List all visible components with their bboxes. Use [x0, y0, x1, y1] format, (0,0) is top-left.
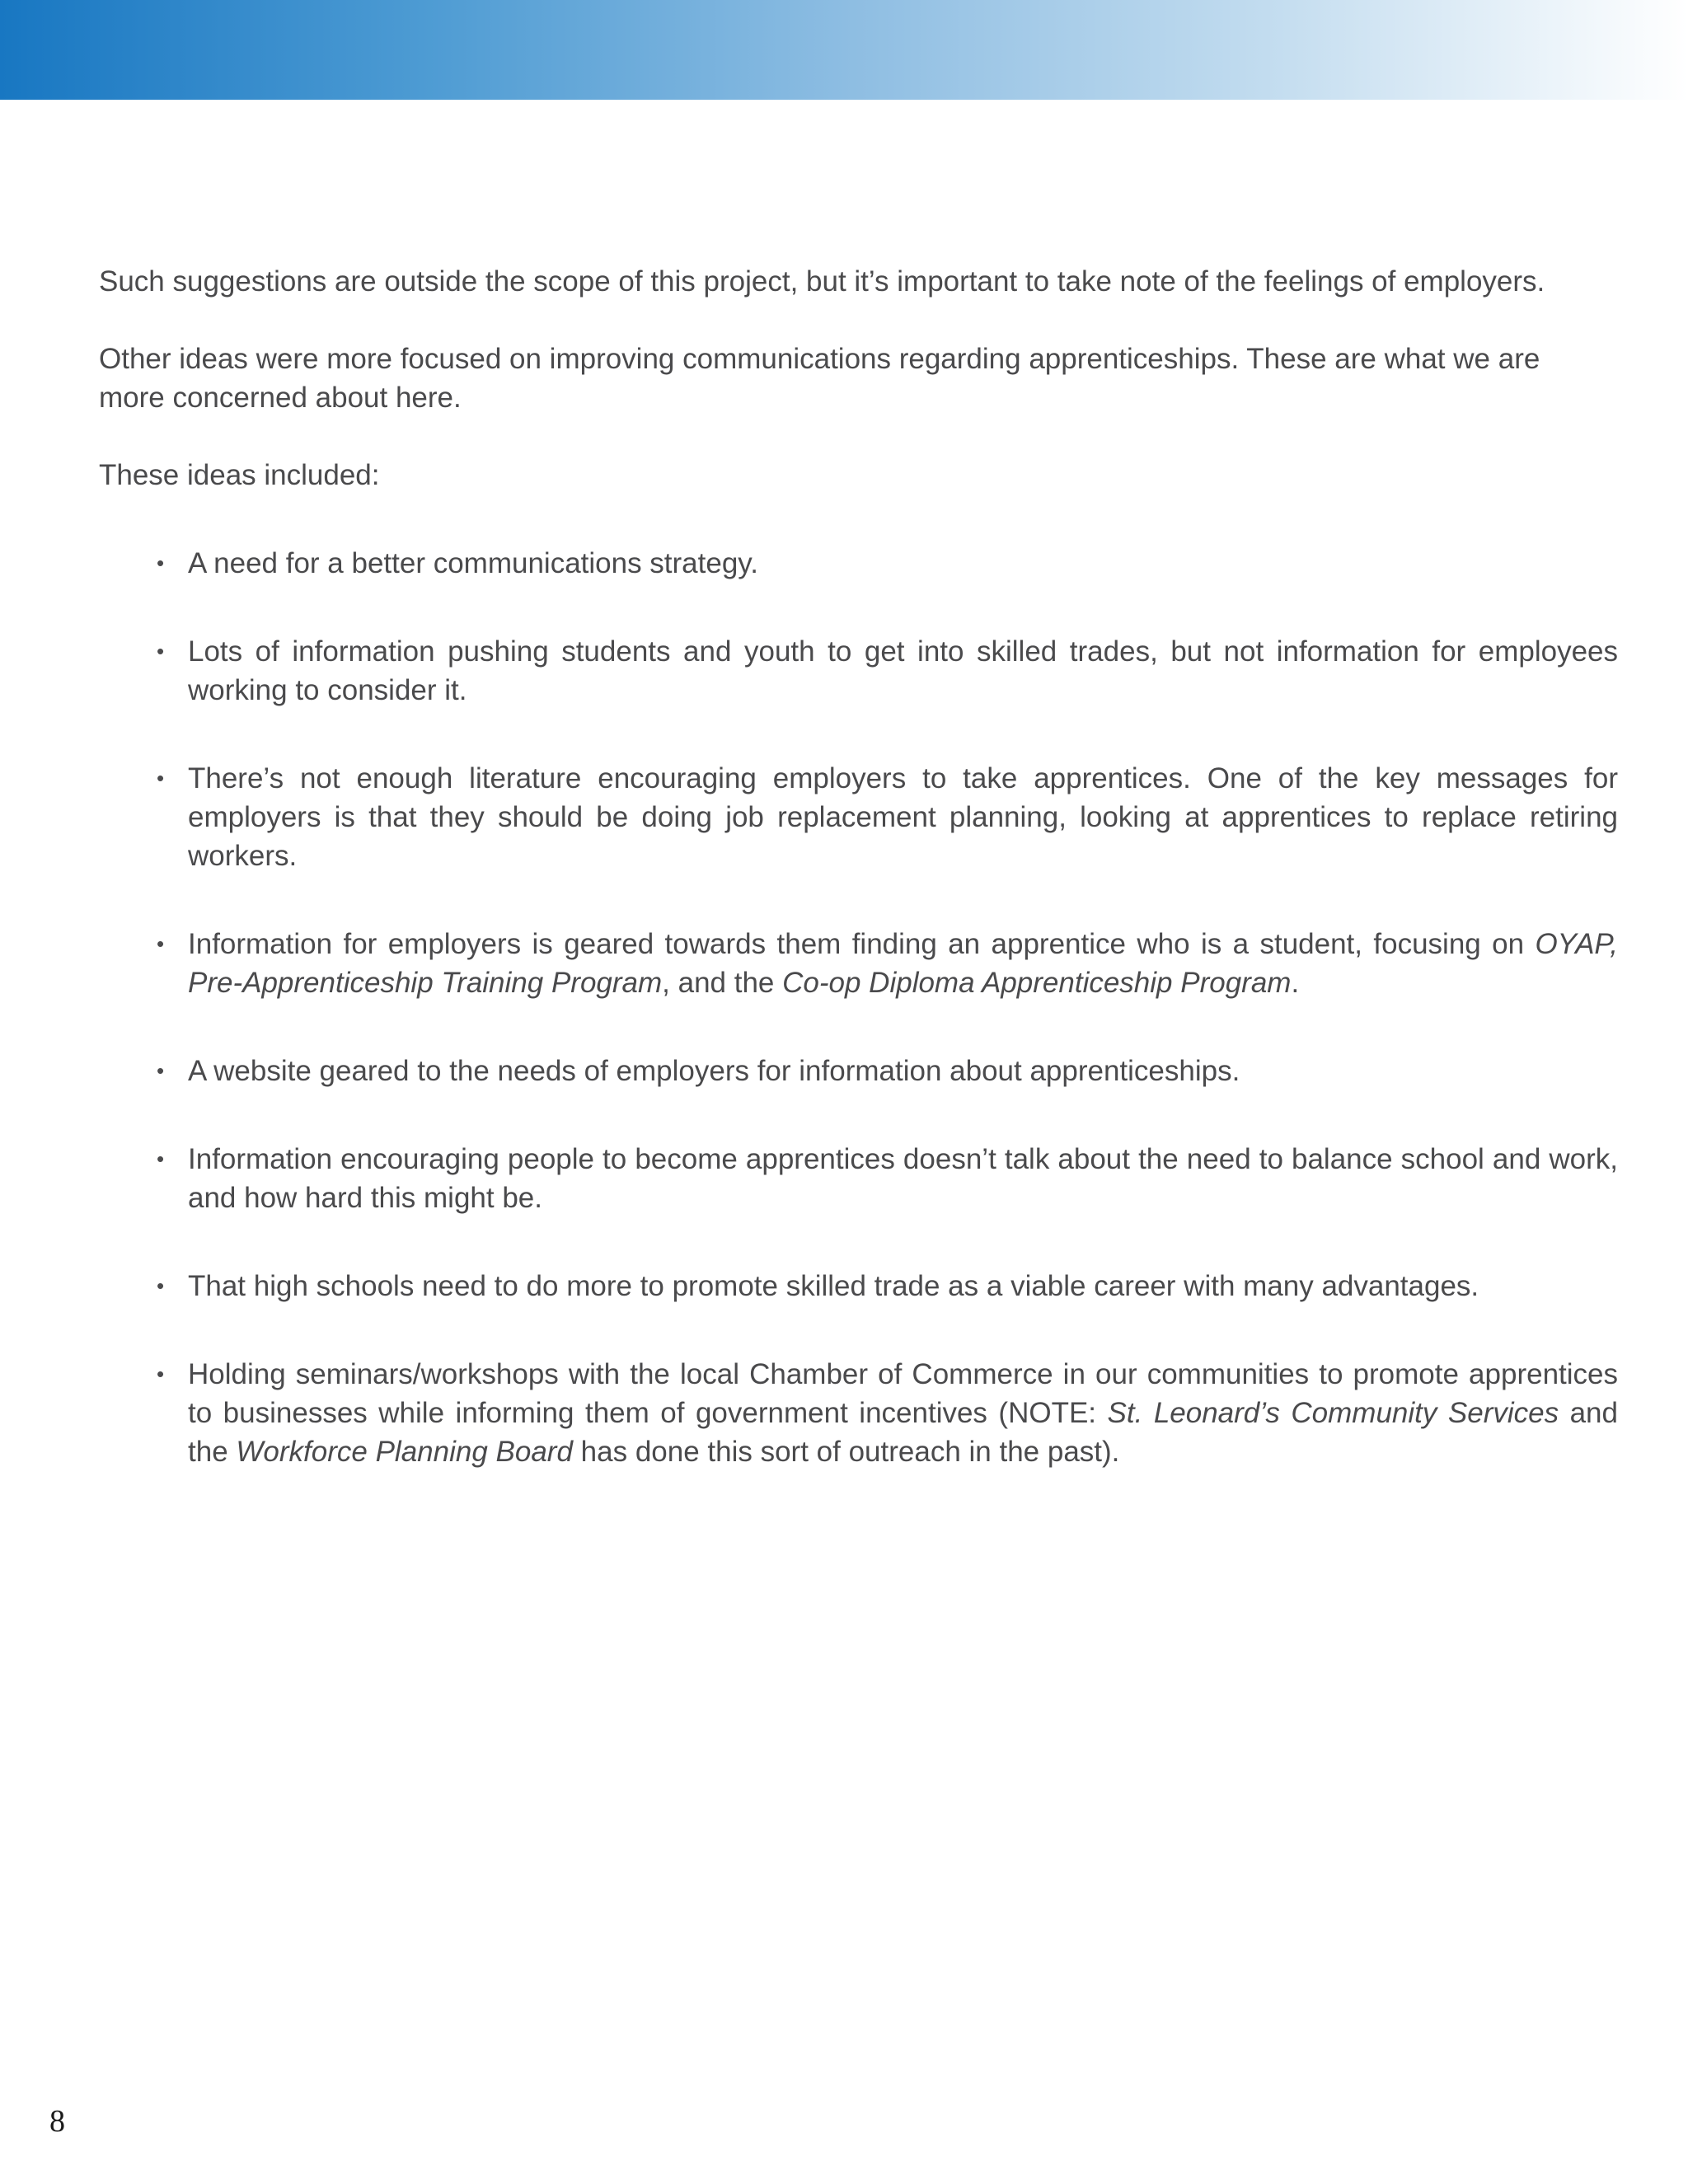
ideas-bullet-list [99, 544, 1618, 1471]
bullet-text: Lots of information pushing students and youth to get into skilled trades, but not information for employees working to consider it. [188, 635, 1618, 706]
program-name-italic: Co-op Diploma Apprenticeship Program [782, 967, 1292, 999]
bullet-item [157, 1140, 1618, 1217]
paragraph-scope-note: Such suggestions are outside the scope of this project, but it’s important to take note of the feelings of employers. [99, 265, 1545, 298]
bullet-text: There’s not enough literature encouraging employers to take apprentices. One of the key messages for employers is that they should be doing job replacement planning, looking at apprentices to replace retiring workers. [188, 762, 1618, 872]
bullet-item [157, 1052, 1618, 1090]
bullet-text: has done this sort of outreach in the past). [572, 1436, 1120, 1468]
bullet-item [157, 925, 1618, 1002]
bullet-text: Information for employers is geared towards them finding an apprentice who is a student, focusing on [188, 928, 1536, 960]
bullet-item [157, 544, 1618, 583]
paragraph-ideas-intro: These ideas included: [99, 459, 380, 491]
bullet-text: That high schools need to do more to promote skilled trade as a viable career with many advantages. [188, 1270, 1479, 1302]
bullet-text: , and the [662, 967, 783, 999]
organization-name-italic: Workforce Planning Board [236, 1436, 573, 1468]
bullet-text: Information encouraging people to become apprentices doesn’t talk about the need to balance school and work, and how hard this might be. [188, 1143, 1618, 1214]
program-names-italic: OYAP, Pre-Apprenticeship Training Program [188, 928, 1618, 999]
bullet-item [157, 1267, 1618, 1305]
page-body [99, 262, 1618, 1521]
bullet-dot-icon: • [157, 766, 165, 790]
bullet-dot-icon: • [157, 551, 165, 575]
bullet-dot-icon: • [157, 639, 165, 663]
bullet-text: and the [188, 1397, 1618, 1468]
bullet-text: . [1291, 967, 1300, 999]
bullet-item [157, 759, 1618, 875]
bullet-dot-icon: • [157, 1058, 165, 1083]
bullet-text: A website geared to the needs of employers for information about apprenticeships. [188, 1055, 1240, 1087]
organization-name-italic: St. Leonard’s Community Services [1107, 1397, 1559, 1429]
paragraph-communications-focus: Other ideas were more focused on improving communications regarding apprenticeships. These are what we are more concerned about here. [99, 343, 1540, 414]
page-number: 8 [49, 2104, 65, 2139]
bullet-dot-icon: • [157, 1361, 165, 1386]
bullet-dot-icon: • [157, 931, 165, 956]
header-gradient-band [0, 0, 1688, 100]
bullet-item [157, 1355, 1618, 1471]
bullet-item [157, 632, 1618, 710]
bullet-dot-icon: • [157, 1273, 165, 1298]
bullet-text: A need for a better communications strategy. [188, 547, 758, 579]
bullet-dot-icon: • [157, 1146, 165, 1171]
bullet-text: Holding seminars/workshops with the local Chamber of Commerce in our communities to promote apprentices to businesses while informing them of government incentives (NOTE: [188, 1358, 1618, 1429]
